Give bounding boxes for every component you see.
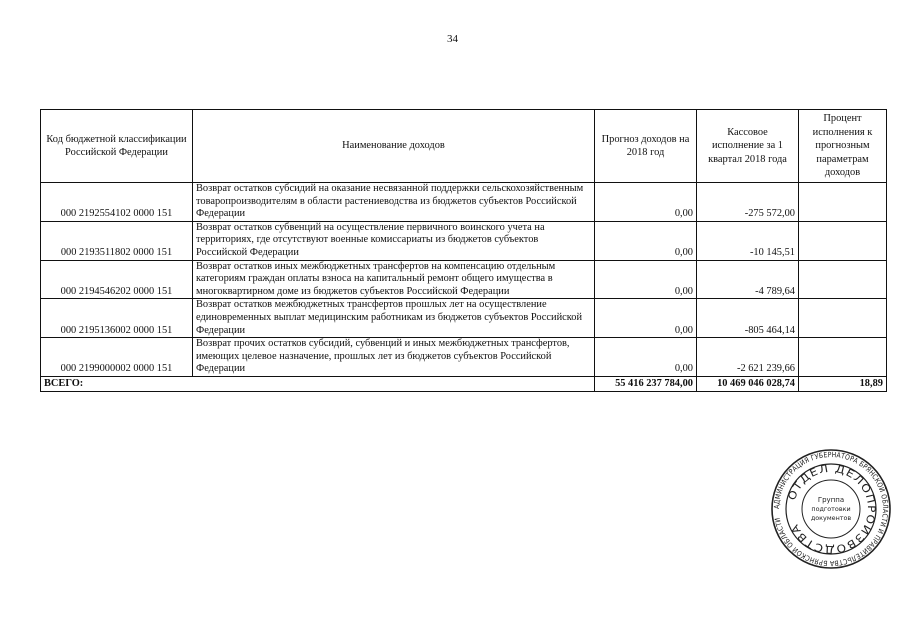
total-cash: 10 469 046 028,74 [697,376,799,391]
stamp-center-line1: Группа [817,496,845,504]
row-code: 000 2194546202 0000 151 [41,260,193,299]
table-row [41,299,887,338]
row-percent [799,338,887,377]
total-forecast: 55 416 237 784,00 [595,376,697,391]
row-code: 000 2199000002 0000 151 [41,338,193,377]
row-cash: -4 789,64 [697,260,799,299]
row-cash: -2 621 239,66 [697,338,799,377]
row-name: Возврат остатков субвенций на осуществление первичного воинского учета на территориях, где отсутствуют военные комиссариаты из бюджетов субъектов Российской Федерации [193,221,595,260]
row-code: 000 2195136002 0000 151 [41,299,193,338]
row-cash: -10 145,51 [697,221,799,260]
total-row [41,376,887,391]
row-name: Возврат остатков субсидий на оказание несвязанной поддержки сельскохозяйственным товаропроизводителям в области растениеводства из бюджетов субъектов Российской Федерации [193,183,595,222]
row-percent [799,221,887,260]
row-code: 000 2193511802 0000 151 [41,221,193,260]
row-forecast: 0,00 [595,260,697,299]
row-percent [799,299,887,338]
row-forecast: 0,00 [595,183,697,222]
row-name: Возврат остатков иных межбюджетных трансфертов на компенсацию отдельным категориям граждан оплаты взноса на капитальный ремонт общего имущества в многоквартирном доме из бюджетов субъектов Российской Федерации [193,260,595,299]
total-percent: 18,89 [799,376,887,391]
row-cash: -275 572,00 [697,183,799,222]
row-forecast: 0,00 [595,221,697,260]
table-row [41,221,887,260]
table-header-row [41,110,887,183]
stamp-center-line2: подготовки [811,505,851,513]
page-number: 34 [447,33,458,45]
stamp-center-line3: документов [810,514,852,522]
stamp-inner-text: ОТДЕЛ ДЕЛОПРОИЗВОДСТВА [786,462,878,556]
row-name: Возврат остатков межбюджетных трансфертов прошлых лет на осуществление единовременных выплат медицинским работникам из бюджетов субъектов Российской Федерации [193,299,595,338]
header-percent: Процент исполнения к прогнозным параметрам доходов [799,110,887,183]
revenue-table [40,109,887,392]
total-label: ВСЕГО: [41,376,595,391]
table-row [41,183,887,222]
row-name: Возврат прочих остатков субсидий, субвенций и иных межбюджетных трансфертов, имеющих целевое назначение, прошлых лет из бюджетов субъектов Российской Федерации [193,338,595,377]
row-forecast: 0,00 [595,338,697,377]
office-stamp [770,448,892,570]
row-forecast: 0,00 [595,299,697,338]
header-forecast: Прогноз доходов на 2018 год [595,110,697,183]
table-row [41,338,887,377]
header-name: Наименование доходов [193,110,595,183]
row-cash: -805 464,14 [697,299,799,338]
row-code: 000 2192554102 0000 151 [41,183,193,222]
row-percent [799,183,887,222]
header-cash: Кассовое исполнение за 1 квартал 2018 года [697,110,799,183]
header-code: Код бюджетной классификации Российской Федерации [41,110,193,183]
table-row [41,260,887,299]
row-percent [799,260,887,299]
stamp-outer-text: АДМИНИСТРАЦИЯ ГУБЕРНАТОРА БРЯНСКОЙ ОБЛАСТИ И ПРАВИТЕЛЬСТВА БРЯНСКОЙ ОБЛАСТИ [771,449,891,569]
